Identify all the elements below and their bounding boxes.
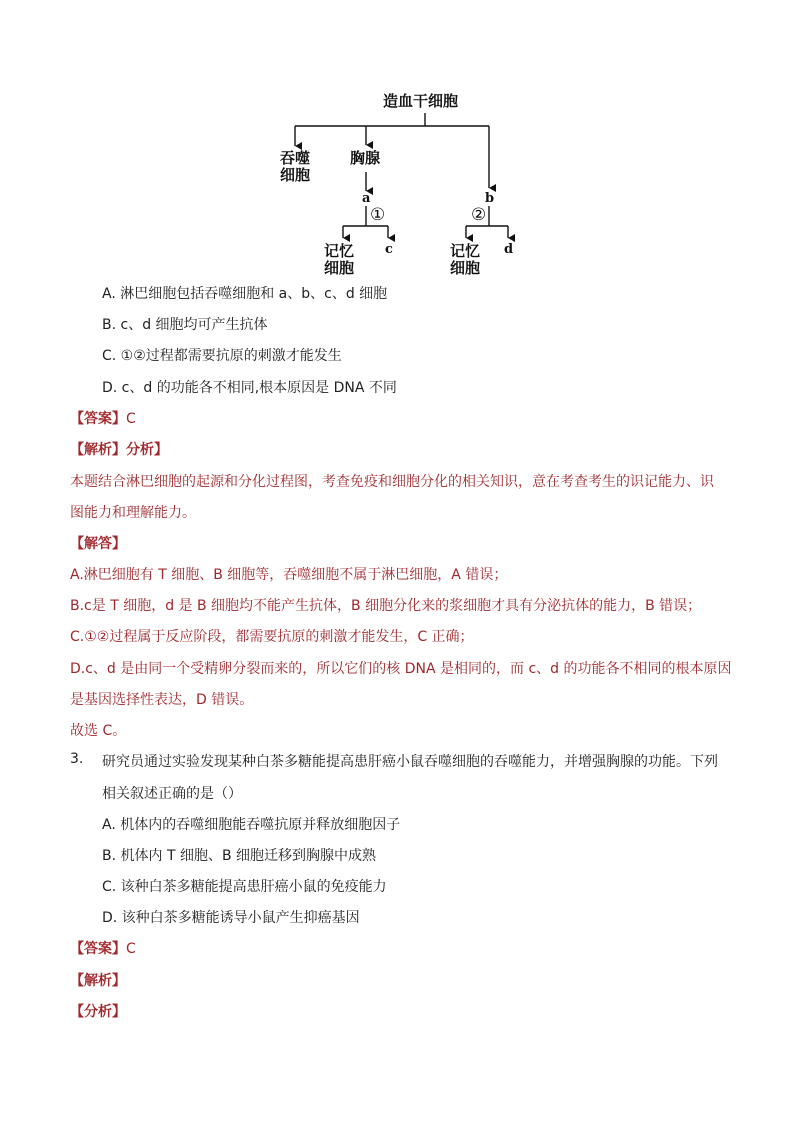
node-a-label: a — [362, 191, 371, 206]
q2-answer-value: C — [126, 411, 136, 427]
phagocyte-label-line2: 细胞 — [280, 166, 311, 184]
q3-answer-label: 【答案】 — [70, 941, 126, 957]
q2-analysis-sub-label: 分析】 — [126, 442, 168, 458]
q3-fenxi-label: 【分析】 — [70, 1004, 126, 1020]
q3-option-c: C. 该种白茶多糖能提高患肝癌小鼠的免疫能力 — [102, 879, 387, 895]
q2-solution-b: B.c是 T 细胞，d 是 B 细胞均不能产生抗体，B 细胞分化来的浆细胞才具有分泌抗体的能力，B 错误； — [70, 598, 702, 614]
q2-solution-label: 【解答】 — [70, 536, 126, 552]
q2-analysis-text-1: 本题结合淋巴细胞的起源和分化过程图，考查免疫和细胞分化的相关知识，意在考查考生的识记能力、识 — [70, 474, 714, 490]
cell-differentiation-diagram — [270, 88, 530, 283]
q2-answer-line — [70, 408, 136, 428]
node-c-label: c — [385, 242, 393, 257]
memory-cell-1-line2: 细胞 — [324, 259, 355, 277]
q3-stem-line1: 研究员通过实验发现某种白茶多糖能提高患肝癌小鼠吞噬细胞的吞噬能力，并增强胸腺的功能。下列 — [102, 754, 718, 770]
memory-cell-1-line1: 记忆 — [324, 242, 355, 260]
q3-answer-line — [70, 938, 136, 958]
q2-answer-label: 【答案】 — [70, 411, 126, 427]
q2-solution-c: C.①②过程属于反应阶段，都需要抗原的刺激才能发生，C 正确； — [70, 629, 474, 645]
memory-cell-2-line2: 细胞 — [450, 259, 481, 277]
node-b-label: b — [485, 191, 495, 206]
q3-number: 3. — [70, 751, 84, 767]
q2-option-b: B. c、d 细胞均可产生抗体 — [102, 317, 268, 333]
q2-analysis-label: 【解析】 — [70, 442, 126, 458]
q3-option-a: A. 机体内的吞噬细胞能吞噬抗原并释放细胞因子 — [102, 817, 401, 833]
q3-option-d: D. 该种白茶多糖能诱导小鼠产生抑癌基因 — [102, 910, 360, 926]
q2-solution-d-line1: D.c、d 是由同一个受精卵分裂而来的，所以它们的核 DNA 是相同的，而 c、d 的功能各不相同的根本原因 — [70, 661, 732, 677]
node-d-label: d — [504, 242, 514, 257]
q2-option-a: A. 淋巴细胞包括吞噬细胞和 a、b、c、d 细胞 — [102, 286, 388, 302]
q2-solution-d-line2: 是基因选择性表达，D 错误。 — [70, 692, 254, 708]
q2-analysis-text-2: 图能力和理解能力。 — [70, 505, 196, 521]
q2-analysis-line — [70, 439, 168, 459]
diagram-lines — [270, 88, 530, 283]
q2-option-c: C. ①②过程都需要抗原的刺激才能发生 — [102, 348, 342, 364]
q3-analysis-label: 【解析】 — [70, 973, 126, 989]
q3-answer-value: C — [126, 941, 136, 957]
process-2-label: ② — [471, 205, 487, 225]
memory-cell-2-line1: 记忆 — [450, 242, 481, 260]
q2-conclusion: 故选 C。 — [70, 723, 127, 739]
thymus-label: 胸腺 — [350, 149, 381, 167]
q3-option-b: B. 机体内 T 细胞、B 细胞迁移到胸腺中成熟 — [102, 848, 377, 864]
q2-option-d: D. c、d 的功能各不相同,根本原因是 DNA 不同 — [102, 380, 397, 396]
phagocyte-label-line1: 吞噬 — [280, 149, 311, 167]
q2-solution-a: A.淋巴细胞有 T 细胞、B 细胞等，吞噬细胞不属于淋巴细胞，A 错误； — [70, 567, 508, 583]
root-label-hsc: 造血干细胞 — [383, 92, 459, 110]
q3-stem-line2: 相关叙述正确的是（） — [102, 786, 242, 802]
process-1-label: ① — [370, 205, 386, 225]
